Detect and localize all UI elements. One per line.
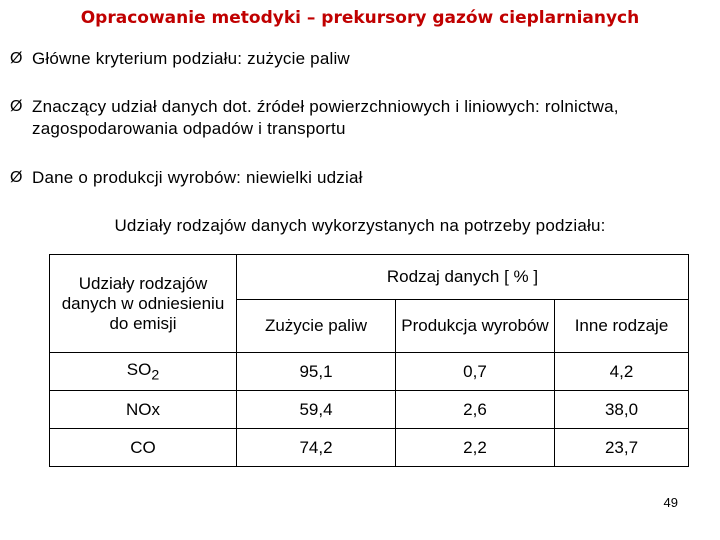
arrow-bullet-icon: Ø: [10, 98, 23, 115]
column-header-fuel: Zużycie paliw: [237, 300, 396, 353]
bullet-text: Znaczący udział danych dot. źródeł powierzchniowych i liniowych: rolnictwa, zagospodarowania odpadów i transportu: [32, 97, 619, 138]
row-label: CO: [130, 437, 156, 457]
bullet-text: Dane o produkcji wyrobów: niewielki udział: [32, 168, 363, 187]
value-cell: 38,0: [555, 391, 689, 429]
row-label-cell: [50, 353, 237, 391]
value-cell: 0,7: [396, 353, 555, 391]
value-cell: 95,1: [237, 353, 396, 391]
row-label-cell: [50, 391, 237, 429]
row-label-cell: [50, 429, 237, 467]
value-cell: 2,2: [396, 429, 555, 467]
table-caption: Udziały rodzajów danych wykorzystanych na potrzeby podziału:: [114, 216, 606, 235]
data-share-table: [49, 254, 689, 467]
row-header-cell: Udziały rodzajów danych w odniesieniu do emisji: [50, 255, 237, 353]
bullet-item: [10, 48, 350, 70]
value-cell: 23,7: [555, 429, 689, 467]
slide-title: Opracowanie metodyki – prekursory gazów cieplarnianych: [80, 8, 640, 28]
bullet-item: [10, 96, 700, 140]
arrow-bullet-icon: Ø: [10, 169, 23, 186]
group-header-cell: Rodzaj danych [ % ]: [237, 255, 689, 300]
value-cell: 4,2: [555, 353, 689, 391]
table-row: [50, 391, 689, 429]
row-label-subscript: 2: [151, 367, 160, 384]
column-header-other: Inne rodzaje: [555, 300, 689, 353]
column-header-production: Produkcja wyrobów: [396, 300, 555, 353]
page-number: 49: [663, 495, 678, 510]
value-cell: 2,6: [396, 391, 555, 429]
table-row: [50, 353, 689, 391]
row-label: NOx: [126, 399, 160, 419]
arrow-bullet-icon: Ø: [10, 50, 23, 67]
bullet-text: Główne kryterium podziału: zużycie paliw: [32, 49, 350, 68]
bullet-item: [10, 167, 363, 189]
value-cell: 74,2: [237, 429, 396, 467]
row-label: SO: [126, 359, 152, 379]
value-cell: 59,4: [237, 391, 396, 429]
table-row: [50, 429, 689, 467]
